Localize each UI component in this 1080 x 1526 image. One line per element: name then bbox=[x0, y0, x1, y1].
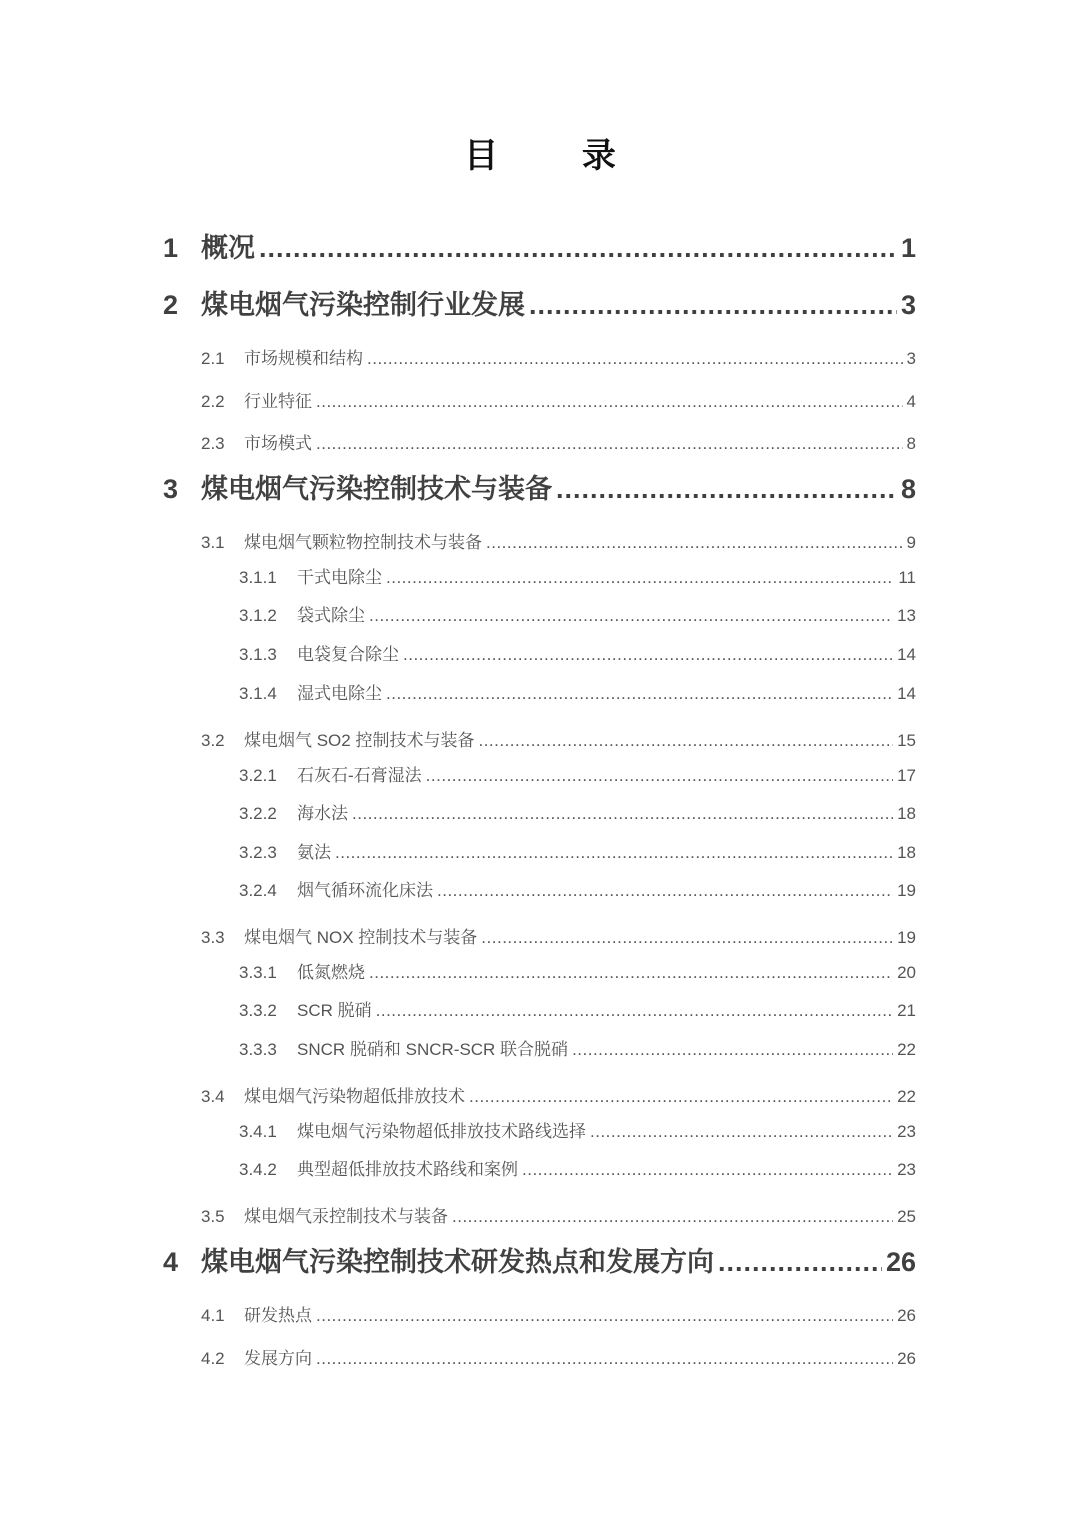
toc-entry-number: 3.5 bbox=[201, 1207, 225, 1226]
dot-leader bbox=[316, 434, 903, 454]
toc-entry[interactable] bbox=[163, 1240, 916, 1279]
toc-entry-number: 3.4.2 bbox=[239, 1160, 277, 1179]
toc-entry-label: 煤电烟气 SO2 控制技术与装备 bbox=[244, 731, 475, 750]
toc-entry[interactable] bbox=[239, 838, 916, 863]
toc-entry-number: 3.1.1 bbox=[239, 568, 277, 587]
toc-entry-label: 市场模式 bbox=[244, 434, 312, 453]
dot-leader bbox=[369, 606, 893, 626]
toc-entry-number: 2.1 bbox=[201, 349, 225, 368]
toc-entry-page: 25 bbox=[897, 1207, 916, 1226]
toc-entry-label: 煤电烟气污染物超低排放技术 bbox=[244, 1087, 465, 1106]
page-title: 目 录 bbox=[464, 136, 652, 176]
dot-leader bbox=[352, 804, 893, 824]
toc-entry-page: 1 bbox=[900, 233, 916, 263]
dot-leader bbox=[478, 731, 893, 751]
toc-entry-label: 袋式除尘 bbox=[297, 606, 365, 625]
toc-entry[interactable] bbox=[239, 640, 916, 665]
toc-entry-number: 3.3 bbox=[201, 928, 225, 947]
toc-entry-number: 3.1.4 bbox=[239, 684, 277, 703]
toc-entry-label: 煤电烟气污染控制技术与装备 bbox=[201, 474, 552, 504]
toc-entry-label: 行业特征 bbox=[244, 392, 312, 411]
toc-entry-page: 26 bbox=[897, 1306, 916, 1325]
toc-entry-number: 3.2.4 bbox=[239, 881, 277, 900]
toc-entry[interactable] bbox=[163, 226, 916, 265]
toc-entry[interactable] bbox=[239, 958, 916, 983]
toc-entry-label: 烟气循环流化床法 bbox=[297, 881, 433, 900]
toc-entry[interactable] bbox=[239, 996, 916, 1021]
toc-entry[interactable] bbox=[239, 799, 916, 824]
toc-entry[interactable] bbox=[239, 1117, 916, 1142]
toc-entry[interactable] bbox=[163, 283, 916, 322]
toc-entry[interactable] bbox=[239, 1035, 916, 1060]
toc-entry-page: 23 bbox=[897, 1160, 916, 1179]
toc-entry-page: 22 bbox=[897, 1087, 916, 1106]
dot-leader bbox=[426, 766, 893, 786]
toc-entry[interactable] bbox=[201, 387, 916, 412]
toc-entry[interactable] bbox=[239, 1155, 916, 1180]
toc-entry[interactable] bbox=[201, 726, 916, 751]
dot-leader bbox=[376, 1001, 893, 1021]
dot-leader bbox=[572, 1040, 893, 1060]
toc-entry-label: 发展方向 bbox=[244, 1349, 312, 1368]
toc-entry-number: 1 bbox=[163, 233, 179, 263]
dot-leader bbox=[259, 233, 897, 264]
dot-leader bbox=[369, 963, 893, 983]
dot-leader bbox=[452, 1207, 893, 1227]
dot-leader bbox=[367, 349, 903, 369]
toc-entry-number: 4.1 bbox=[201, 1306, 225, 1325]
toc-entry-number: 3.2.3 bbox=[239, 843, 277, 862]
toc-entry-number: 3.2.2 bbox=[239, 804, 277, 823]
toc-entry-page: 18 bbox=[897, 843, 916, 862]
toc-entry-label: 煤电烟气污染控制技术研发热点和发展方向 bbox=[201, 1247, 714, 1277]
dot-leader bbox=[437, 881, 893, 901]
toc-entry-number: 3.2 bbox=[201, 731, 225, 750]
toc-entry[interactable] bbox=[163, 467, 916, 506]
dot-leader bbox=[718, 1247, 882, 1278]
toc-entry-label: 市场规模和结构 bbox=[244, 349, 363, 368]
toc-entry[interactable] bbox=[201, 344, 916, 369]
toc-entry-label: 概况 bbox=[201, 233, 255, 263]
toc-entry-label: 湿式电除尘 bbox=[297, 684, 382, 703]
dot-leader bbox=[403, 645, 893, 665]
toc-entry[interactable] bbox=[201, 1344, 916, 1369]
toc-entry-page: 11 bbox=[898, 568, 916, 587]
toc-entry-number: 4.2 bbox=[201, 1349, 225, 1368]
toc-entry-number: 3.4.1 bbox=[239, 1122, 277, 1141]
toc-entry-page: 26 bbox=[885, 1247, 916, 1277]
dot-leader bbox=[469, 1087, 893, 1107]
toc-entry[interactable] bbox=[201, 1082, 916, 1107]
toc-entry-label: 煤电烟气 NOX 控制技术与装备 bbox=[244, 928, 478, 947]
toc-entry[interactable] bbox=[201, 1301, 916, 1326]
toc-entry-label: 典型超低排放技术路线和案例 bbox=[297, 1160, 518, 1179]
toc-entry-number: 3.3.3 bbox=[239, 1040, 277, 1059]
toc-entry-label: 煤电烟气汞控制技术与装备 bbox=[244, 1207, 448, 1226]
dot-leader bbox=[316, 1306, 893, 1326]
toc-entry-page: 21 bbox=[897, 1001, 916, 1020]
toc-entry-page: 26 bbox=[897, 1349, 916, 1368]
toc-entry-page: 20 bbox=[897, 963, 916, 982]
toc-entry-page: 13 bbox=[897, 606, 916, 625]
toc-entry-label: 电袋复合除尘 bbox=[297, 645, 399, 664]
toc-entry[interactable] bbox=[239, 761, 916, 786]
toc-entry-label: 低氮燃烧 bbox=[297, 963, 365, 982]
toc-entry-number: 2 bbox=[163, 290, 179, 320]
toc-entry-number: 3.3.1 bbox=[239, 963, 277, 982]
toc-entry-number: 2.2 bbox=[201, 392, 225, 411]
toc-entry-label: SCR 脱硝 bbox=[297, 1001, 372, 1020]
toc-entry-page: 8 bbox=[906, 434, 916, 453]
toc-entry-number: 3.4 bbox=[201, 1087, 225, 1106]
toc-entry-number: 3.2.1 bbox=[239, 766, 277, 785]
toc-entry-number: 3 bbox=[163, 474, 179, 504]
toc-entry[interactable] bbox=[239, 876, 916, 901]
toc-entry-page: 9 bbox=[906, 533, 916, 552]
toc-entry[interactable] bbox=[201, 429, 916, 454]
dot-leader bbox=[556, 474, 897, 505]
dot-leader bbox=[529, 290, 897, 321]
toc-entry-page: 17 bbox=[897, 766, 916, 785]
toc-entry-page: 18 bbox=[897, 804, 916, 823]
toc-entry-number: 4 bbox=[163, 1247, 179, 1277]
toc-entry-label: 石灰石-石膏湿法 bbox=[297, 766, 422, 785]
toc-entry-label: 干式电除尘 bbox=[297, 568, 382, 587]
toc-entry-page: 4 bbox=[906, 392, 916, 411]
toc-entry-number: 3.3.2 bbox=[239, 1001, 277, 1020]
dot-leader bbox=[316, 392, 903, 412]
dot-leader bbox=[335, 843, 893, 863]
toc-entry-label: 氨法 bbox=[297, 843, 331, 862]
toc-entry-page: 23 bbox=[897, 1122, 916, 1141]
toc-entry-page: 14 bbox=[897, 645, 916, 664]
toc-entry-label: SNCR 脱硝和 SNCR-SCR 联合脱硝 bbox=[297, 1040, 569, 1059]
dot-leader bbox=[522, 1160, 893, 1180]
toc-entry-page: 19 bbox=[897, 928, 916, 947]
toc-entry-label: 海水法 bbox=[297, 804, 348, 823]
toc-entry-number: 3.1.3 bbox=[239, 645, 277, 664]
toc-entry-number: 3.1 bbox=[201, 533, 225, 552]
toc-entry-page: 3 bbox=[900, 290, 916, 320]
toc-entry-number: 3.1.2 bbox=[239, 606, 277, 625]
dot-leader bbox=[486, 533, 903, 553]
dot-leader bbox=[316, 1349, 893, 1369]
dot-leader bbox=[590, 1122, 893, 1142]
toc-entry-label: 煤电烟气颗粒物控制技术与装备 bbox=[244, 533, 482, 552]
toc-entry-number: 2.3 bbox=[201, 434, 225, 453]
toc-entry-page: 19 bbox=[897, 881, 916, 900]
toc-entry[interactable] bbox=[239, 679, 916, 704]
toc-entry-page: 3 bbox=[906, 349, 916, 368]
toc-entry[interactable] bbox=[239, 601, 916, 626]
toc-entry-label: 研发热点 bbox=[244, 1306, 312, 1325]
dot-leader bbox=[386, 684, 893, 704]
dot-leader bbox=[481, 928, 893, 948]
toc-entry-page: 22 bbox=[897, 1040, 916, 1059]
dot-leader bbox=[386, 568, 894, 588]
toc-entry-label: 煤电烟气污染物超低排放技术路线选择 bbox=[297, 1122, 586, 1141]
toc-entry[interactable] bbox=[201, 923, 916, 948]
toc-entry-page: 14 bbox=[897, 684, 916, 703]
toc-entry[interactable] bbox=[201, 1202, 916, 1227]
toc-entry-label: 煤电烟气污染控制行业发展 bbox=[201, 290, 525, 320]
toc-entry-page: 15 bbox=[897, 731, 916, 750]
toc-entry[interactable] bbox=[239, 563, 916, 588]
toc-entry-page: 8 bbox=[900, 474, 916, 504]
toc-entry[interactable] bbox=[201, 528, 916, 553]
